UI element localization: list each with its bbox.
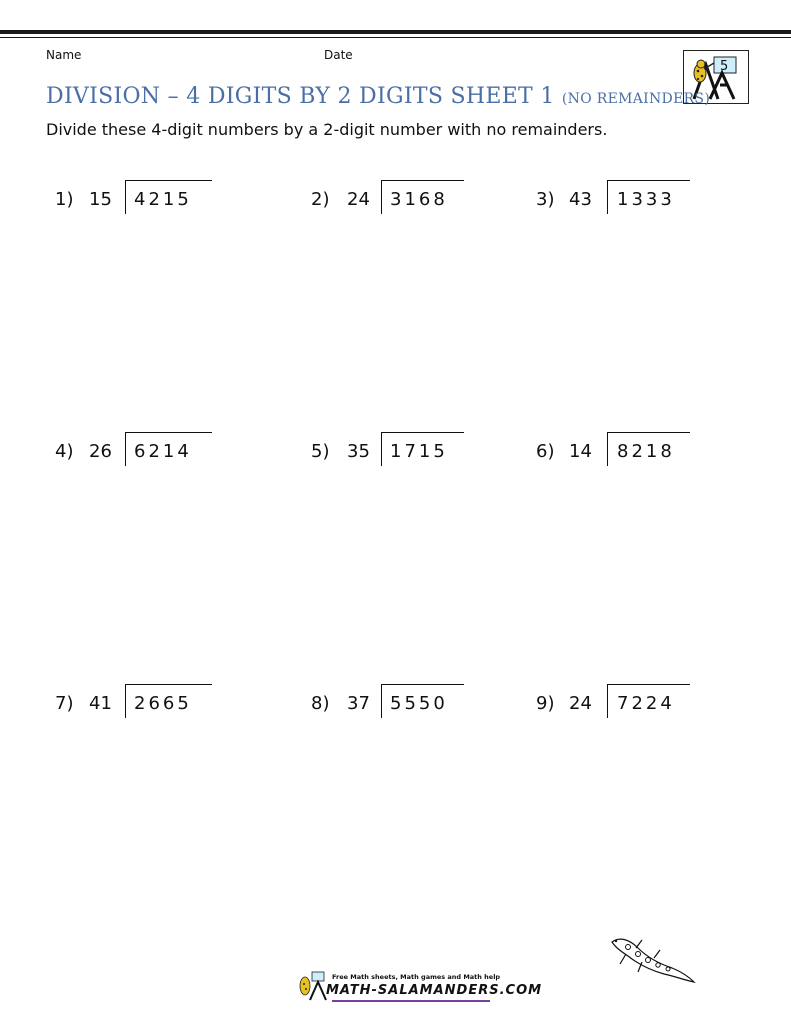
name-label: Name — [46, 48, 82, 62]
problem-8 — [311, 693, 481, 723]
instruction-text: Divide these 4-digit numbers by a 2-digit number with no remainders. — [46, 120, 608, 139]
problem-label: 6) — [536, 441, 555, 462]
problem-5 — [311, 441, 481, 471]
dividend: 2665 — [134, 693, 192, 714]
dividend: 5550 — [390, 693, 448, 714]
divisor: 35 — [347, 441, 370, 462]
footer-brand: MATH-SALAMANDERS.COM — [326, 983, 543, 998]
divisor: 37 — [347, 693, 370, 714]
divisor: 24 — [569, 693, 592, 714]
dividend: 6214 — [134, 441, 192, 462]
divisor: 15 — [89, 189, 112, 210]
footer-logo-icon — [296, 970, 328, 1002]
problem-label: 2) — [311, 189, 330, 210]
footer-tagline: Free Math sheets, Math games and Math help — [332, 973, 501, 981]
dividend: 7224 — [617, 693, 675, 714]
divisor: 24 — [347, 189, 370, 210]
dividend: 8218 — [617, 441, 675, 462]
problem-7 — [55, 693, 225, 723]
logo-grade: 5 — [720, 59, 729, 74]
problem-2 — [311, 189, 481, 219]
problem-label: 7) — [55, 693, 74, 714]
dividend: 1715 — [390, 441, 448, 462]
top-rule — [0, 30, 791, 34]
problem-label: 3) — [536, 189, 555, 210]
problem-1 — [55, 189, 225, 219]
title-suffix: (NO REMAINDERS) — [561, 91, 711, 107]
problem-label: 5) — [311, 441, 330, 462]
salamander-icon — [606, 932, 696, 987]
top-rule-thin — [0, 37, 791, 38]
problem-4 — [55, 441, 225, 471]
divisor: 26 — [89, 441, 112, 462]
problem-6 — [536, 441, 706, 471]
dividend: 3168 — [390, 189, 448, 210]
problem-9 — [536, 693, 706, 723]
title-main: DIVISION – 4 DIGITS BY 2 DIGITS SHEET 1 — [46, 84, 555, 109]
dividend: 1333 — [617, 189, 675, 210]
dividend: 4215 — [134, 189, 192, 210]
divisor: 41 — [89, 693, 112, 714]
divisor: 14 — [569, 441, 592, 462]
worksheet-title — [46, 84, 710, 109]
date-label: Date — [324, 48, 353, 62]
problem-label: 8) — [311, 693, 330, 714]
problem-label: 9) — [536, 693, 555, 714]
problem-label: 1) — [55, 189, 74, 210]
problem-3 — [536, 189, 706, 219]
problem-label: 4) — [55, 441, 74, 462]
divisor: 43 — [569, 189, 592, 210]
footer-underline — [332, 1000, 490, 1002]
footer-branding — [296, 970, 543, 1004]
